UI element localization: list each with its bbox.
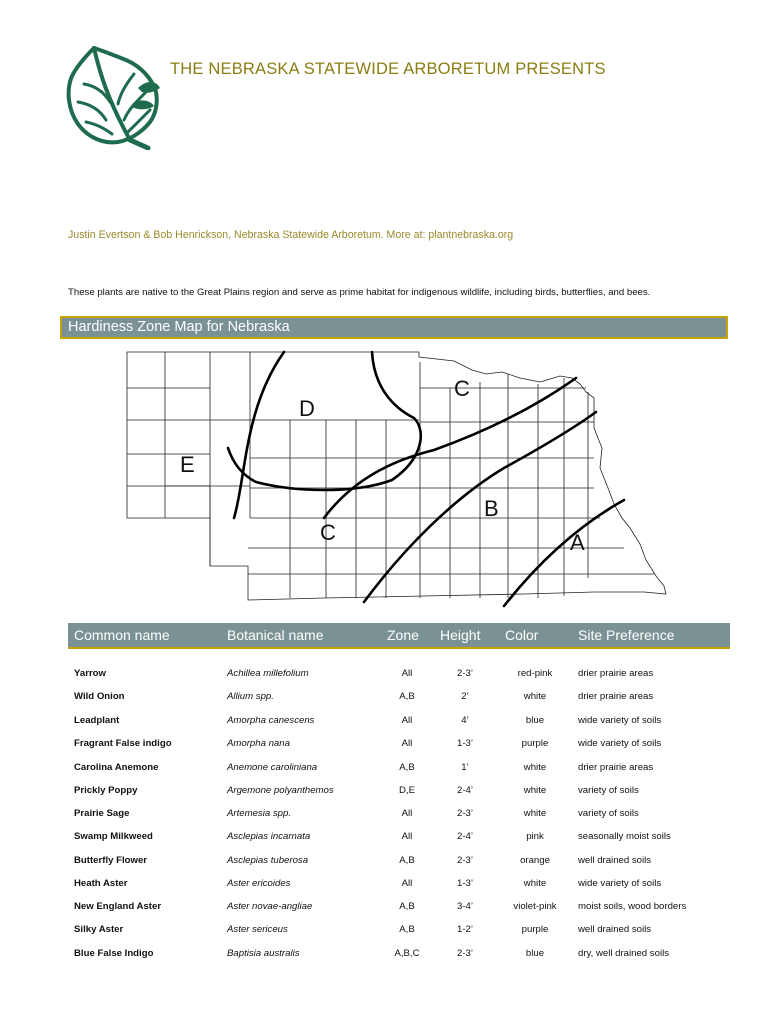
- column-header-height: Height: [440, 627, 481, 643]
- botanical-name: Amorpha nana: [227, 738, 290, 749]
- height: 2-4’: [457, 831, 473, 842]
- zone-label-b: B: [484, 496, 499, 521]
- site-preference: wide variety of soils: [578, 738, 662, 749]
- table-row: [0, 948, 768, 968]
- column-header-site-preference: Site Preference: [578, 627, 675, 643]
- botanical-name: Aster ericoides: [227, 878, 291, 889]
- height: 4’: [461, 715, 469, 726]
- flower-color: blue: [525, 715, 545, 726]
- author-byline: Justin Evertson & Bob Henrickson, Nebraska Statewide Arboretum. More at: plantnebraska.org: [68, 229, 514, 241]
- column-header-zone: Zone: [387, 627, 419, 643]
- table-row: [0, 831, 768, 851]
- site-preference: variety of soils: [578, 808, 639, 819]
- table-row: [0, 668, 768, 688]
- height: 2-3’: [457, 668, 473, 679]
- common-name: Wild Onion: [74, 691, 125, 702]
- common-name: Silky Aster: [74, 924, 124, 935]
- zone-label-e: E: [180, 452, 195, 477]
- height: 1-3’: [457, 738, 473, 749]
- zone: A,B: [399, 691, 415, 702]
- column-header-common-name: Common name: [74, 627, 170, 643]
- height: 3-4’: [457, 901, 473, 912]
- flower-color: red-pink: [517, 668, 553, 679]
- common-name: Prairie Sage: [74, 808, 130, 819]
- table-row: [0, 924, 768, 944]
- site-preference: well drained soils: [578, 924, 652, 935]
- zone: All: [401, 738, 413, 749]
- zone-label-d: D: [299, 396, 315, 421]
- site-preference: drier prairie areas: [578, 691, 654, 702]
- zone: All: [401, 878, 413, 889]
- botanical-name: Aster sericeus: [227, 924, 288, 935]
- common-name: Butterfly Flower: [74, 855, 148, 866]
- page-title: THE NEBRASKA STATEWIDE ARBORETUM PRESENTS: [170, 60, 606, 78]
- common-name: Yarrow: [74, 668, 106, 679]
- common-name: Heath Aster: [74, 878, 128, 889]
- table-row: [0, 785, 768, 805]
- flower-color: white: [523, 878, 547, 889]
- botanical-name: Amorpha canescens: [227, 715, 315, 726]
- site-preference: drier prairie areas: [578, 668, 654, 679]
- height: 2-3’: [457, 855, 473, 866]
- flower-color: purple: [521, 738, 549, 749]
- zone: A,B: [399, 855, 415, 866]
- height: 2’: [461, 691, 469, 702]
- zone: A,B: [399, 901, 415, 912]
- flower-color: blue: [525, 948, 545, 959]
- site-preference: variety of soils: [578, 785, 639, 796]
- zone: A,B: [399, 924, 415, 935]
- zone: A,B,C: [394, 948, 420, 959]
- height: 1-3’: [457, 878, 473, 889]
- flower-color: white: [523, 808, 547, 819]
- flower-color: purple: [521, 924, 549, 935]
- site-preference: wide variety of soils: [578, 715, 662, 726]
- common-name: Fragrant False indigo: [74, 738, 172, 749]
- site-preference: dry, well drained soils: [578, 948, 669, 959]
- flower-color: pink: [526, 831, 544, 842]
- plant-table-header: [68, 623, 730, 649]
- botanical-name: Argemone polyanthemos: [227, 785, 334, 796]
- zone: A,B: [399, 762, 415, 773]
- column-header-color: Color: [505, 627, 539, 643]
- common-name: Swamp Milkweed: [74, 831, 153, 842]
- zone: All: [401, 831, 413, 842]
- map-section-heading: Hardiness Zone Map for Nebraska: [68, 319, 290, 335]
- site-preference: seasonally moist soils: [578, 831, 671, 842]
- table-row: [0, 855, 768, 875]
- map-section-heading-bar: [60, 316, 728, 339]
- botanical-name: Asclepias incarnata: [227, 831, 311, 842]
- botanical-name: Artemesia spp.: [227, 808, 291, 819]
- table-row: [0, 878, 768, 898]
- flower-color: white: [523, 691, 547, 702]
- common-name: Carolina Anemone: [74, 762, 159, 773]
- common-name: Blue False Indigo: [74, 948, 154, 959]
- site-preference: moist soils, wood borders: [578, 901, 687, 912]
- zone: All: [401, 668, 413, 679]
- botanical-name: Baptisia australis: [227, 948, 300, 959]
- botanical-name: Allium spp.: [227, 691, 274, 702]
- flower-color: violet-pink: [513, 901, 557, 912]
- column-header-botanical-name: Botanical name: [227, 627, 324, 643]
- flower-color: white: [523, 762, 547, 773]
- table-row: [0, 715, 768, 735]
- leaf-icon: [64, 44, 164, 150]
- table-row: [0, 691, 768, 711]
- zone-label-a: A: [570, 530, 585, 555]
- site-preference: drier prairie areas: [578, 762, 654, 773]
- common-name: Prickly Poppy: [74, 785, 138, 796]
- table-row: [0, 762, 768, 782]
- zone-label-c-north: C: [454, 376, 470, 401]
- flower-color: orange: [520, 855, 550, 866]
- botanical-name: Achillea millefolium: [227, 668, 309, 679]
- botanical-name: Asclepias tuberosa: [227, 855, 309, 866]
- common-name: Leadplant: [74, 715, 120, 726]
- site-preference: well drained soils: [578, 855, 652, 866]
- table-row: [0, 901, 768, 921]
- zone: All: [401, 808, 413, 819]
- height: 2-3’: [457, 808, 473, 819]
- botanical-name: Aster novae-angliae: [227, 901, 313, 912]
- zone: D,E: [399, 785, 415, 796]
- height: 2-4’: [457, 785, 473, 796]
- arboretum-logo: [64, 44, 164, 150]
- common-name: New England Aster: [74, 901, 162, 912]
- table-row: [0, 738, 768, 758]
- height: 2-3’: [457, 948, 473, 959]
- flower-color: white: [523, 785, 547, 796]
- zone: All: [401, 715, 413, 726]
- height: 1’: [461, 762, 469, 773]
- site-preference: wide variety of soils: [578, 878, 662, 889]
- table-row: [0, 808, 768, 828]
- intro-paragraph: These plants are native to the Great Plains region and serve as prime habitat for indigenous wildlife, including birds, butterflies, and bees.: [68, 287, 651, 298]
- nebraska-zone-map: [124, 348, 669, 612]
- zone-label-c-south: C: [320, 520, 336, 545]
- height: 1-2’: [457, 924, 473, 935]
- botanical-name: Anemone caroliniana: [227, 762, 318, 773]
